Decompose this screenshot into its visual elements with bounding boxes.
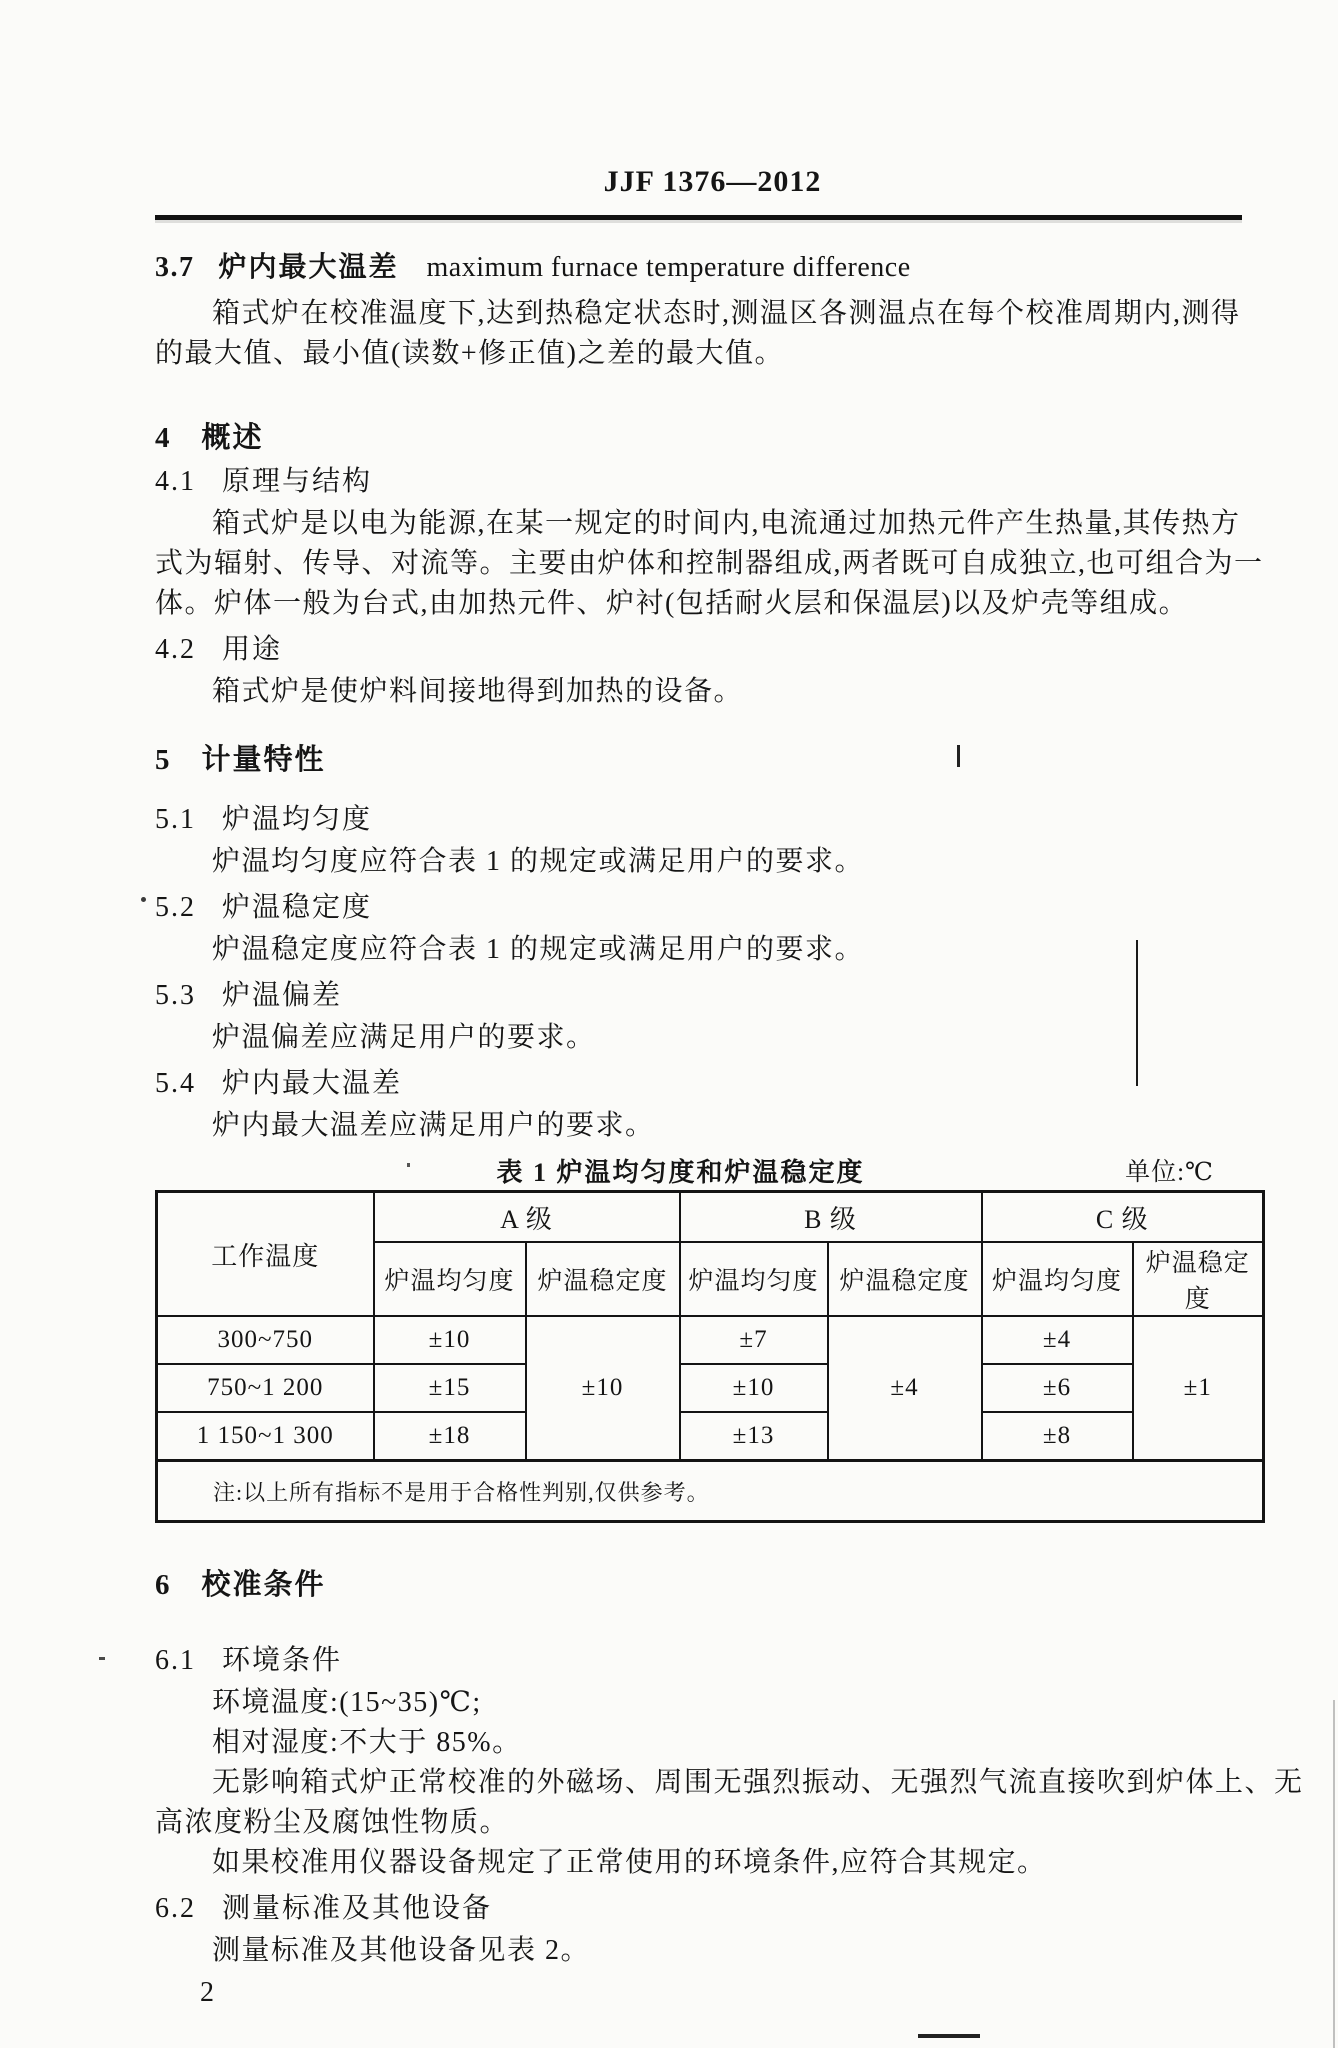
cell-a-stability: ±10	[526, 1316, 680, 1461]
section-heading-4.1	[155, 464, 1242, 500]
section-title: 炉温均匀度	[222, 804, 373, 835]
page-content	[155, 0, 1304, 2009]
section-heading-4.2	[155, 632, 1242, 668]
text-line: 箱式炉是以电为能源,在某一规定的时间内,电流通过加热元件产生热量,其传热方	[212, 508, 1241, 539]
section-number: 4.1	[155, 466, 196, 497]
standard-code-header: JJF 1376—2012	[603, 165, 822, 198]
section-title: 炉温偏差	[222, 980, 343, 1011]
cell-b-uniformity-1: ±7	[680, 1316, 828, 1364]
cell-range-2: 750~1 200	[157, 1364, 374, 1412]
table-row	[157, 1412, 1264, 1461]
subheader-c-uniformity: 炉温均匀度	[982, 1242, 1133, 1316]
col-header-grade-c: C 级	[982, 1192, 1264, 1243]
term-en: maximum furnace temperature difference	[426, 252, 911, 283]
cell-a-uniformity-2: ±15	[374, 1364, 526, 1412]
text-line: 测量标准及其他设备见表 2。	[212, 1935, 591, 1966]
section-number: 6	[155, 1569, 172, 1601]
cell-b-uniformity-2: ±10	[680, 1364, 828, 1412]
col-header-grade-b: B 级	[680, 1192, 982, 1243]
text-line: 炉温稳定度应符合表 1 的规定或满足用户的要求。	[212, 934, 865, 965]
subheader-c-stability: 炉温稳定度	[1133, 1242, 1264, 1316]
table-title: 表 1 炉温均匀度和炉温稳定度	[496, 1158, 865, 1187]
subheader-a-uniformity: 炉温均匀度	[374, 1242, 526, 1316]
scan-artifact-dot	[99, 1657, 105, 1660]
cell-c-uniformity-2: ±6	[982, 1364, 1133, 1412]
cell-b-stability: ±4	[828, 1316, 982, 1461]
cell-c-uniformity-3: ±8	[982, 1412, 1133, 1461]
section-heading-5.2	[155, 890, 1242, 926]
section-number: 5.4	[155, 1068, 196, 1099]
text-line: 炉温偏差应满足用户的要求。	[212, 1022, 596, 1053]
section-heading-5.3	[155, 978, 1242, 1014]
text-line: 式为辐射、传导、对流等。主要由炉体和控制器组成,两者既可自成独立,也可组合为一	[155, 548, 1264, 579]
section-heading-6.2	[155, 1891, 1242, 1927]
section-title: 炉温稳定度	[222, 892, 373, 923]
term-heading-3.7	[155, 250, 1242, 286]
paragraph	[155, 1763, 1304, 1843]
section-title: 原理与结构	[222, 466, 373, 497]
body-text-lower	[155, 1567, 1304, 1971]
subheader-b-stability: 炉温稳定度	[828, 1242, 982, 1316]
section-heading-6	[155, 1567, 1242, 1603]
table-row	[157, 1364, 1264, 1412]
text-line: 高浓度粉尘及腐蚀性物质。	[155, 1807, 510, 1838]
section-heading-5.1	[155, 802, 1242, 838]
body-text-upper	[155, 250, 1264, 1146]
section-title: 用途	[222, 634, 283, 665]
paragraph	[155, 1018, 1242, 1058]
page-number: 2	[200, 1977, 214, 2008]
section-number: 4	[155, 422, 172, 454]
cell-b-uniformity-3: ±13	[680, 1412, 828, 1461]
section-number: 5	[155, 744, 172, 776]
subheader-a-stability: 炉温稳定度	[526, 1242, 680, 1316]
cell-a-uniformity-1: ±10	[374, 1316, 526, 1364]
section-number: 5.1	[155, 804, 196, 835]
paragraph	[155, 1931, 1242, 1971]
paragraph	[155, 842, 1242, 882]
section-title: 炉内最大温差	[222, 1068, 403, 1099]
table-row	[157, 1316, 1264, 1364]
cell-range-3: 1 150~1 300	[157, 1412, 374, 1461]
paragraph	[155, 930, 1242, 970]
section-title: 概述	[201, 422, 264, 454]
section-title: 计量特性	[201, 744, 326, 776]
section-number: 3.7	[155, 252, 195, 283]
text-line: 箱式炉在校准温度下,达到热稳定状态时,测温区各测温点在每个校准周期内,测得	[212, 298, 1241, 329]
scan-artifact-vertical-line	[1136, 940, 1138, 1086]
section-heading-5	[155, 742, 1242, 778]
col-header-grade-a: A 级	[374, 1192, 680, 1243]
section-number: 6.2	[155, 1893, 196, 1924]
section-title: 测量标准及其他设备	[222, 1893, 493, 1924]
paragraph	[155, 1106, 1242, 1146]
text-line: 无影响箱式炉正常校准的外磁场、周围无强烈振动、无强烈气流直接吹到炉体上、无	[212, 1767, 1304, 1798]
table-note-row	[157, 1461, 1264, 1522]
term-zh: 炉内最大温差	[218, 252, 399, 283]
section-heading-5.4	[155, 1066, 1242, 1102]
section-number: 5.2	[155, 892, 196, 923]
text-line: 如果校准用仪器设备规定了正常使用的环境条件,应符合其规定。	[212, 1847, 1047, 1878]
text-line: 环境温度:(15~35)℃;	[212, 1687, 482, 1718]
col-header-working-temperature: 工作温度	[157, 1192, 374, 1317]
table-unit-label: 单位:℃	[1125, 1159, 1214, 1186]
paragraph	[155, 1843, 1242, 1883]
scan-artifact-page-edge	[1333, 1700, 1335, 2048]
paragraph	[155, 294, 1242, 374]
paragraph	[155, 672, 1242, 712]
section-title: 环境条件	[222, 1645, 343, 1676]
paragraph	[155, 504, 1264, 624]
table-note: 注:以上所有指标不是用于合格性判别,仅供参考。	[157, 1461, 1264, 1522]
cell-c-stability: ±1	[1133, 1316, 1264, 1461]
table-caption-row	[155, 1156, 1242, 1190]
cell-c-uniformity-1: ±4	[982, 1316, 1133, 1364]
section-number: 5.3	[155, 980, 196, 1011]
scan-artifact-dot	[141, 897, 146, 902]
cell-a-uniformity-3: ±18	[374, 1412, 526, 1461]
section-number: 6.1	[155, 1645, 196, 1676]
section-heading-4	[155, 420, 1242, 456]
scan-artifact-dot	[407, 1163, 410, 1167]
text-line: 箱式炉是使炉料间接地得到加热的设备。	[212, 676, 744, 707]
subheader-b-uniformity: 炉温均匀度	[680, 1242, 828, 1316]
text-line: 体。炉体一般为台式,由加热元件、炉衬(包括耐火层和保温层)以及炉壳等组成。	[155, 588, 1189, 619]
scan-artifact-tick	[957, 745, 960, 767]
cell-range-1: 300~750	[157, 1316, 374, 1364]
table-1	[155, 1190, 1265, 1523]
text-line: 炉内最大温差应满足用户的要求。	[212, 1110, 655, 1141]
text-line: 的最大值、最小值(读数+修正值)之差的最大值。	[155, 338, 784, 369]
text-line: 相对湿度:不大于 85%。	[212, 1727, 522, 1758]
section-heading-6.1	[155, 1643, 1242, 1679]
header-rule	[155, 215, 1242, 220]
scan-artifact-dash	[918, 2034, 980, 2038]
text-line: 炉温均匀度应符合表 1 的规定或满足用户的要求。	[212, 846, 865, 877]
section-number: 4.2	[155, 634, 196, 665]
section-title: 校准条件	[201, 1569, 326, 1601]
paragraph	[155, 1683, 1242, 1763]
